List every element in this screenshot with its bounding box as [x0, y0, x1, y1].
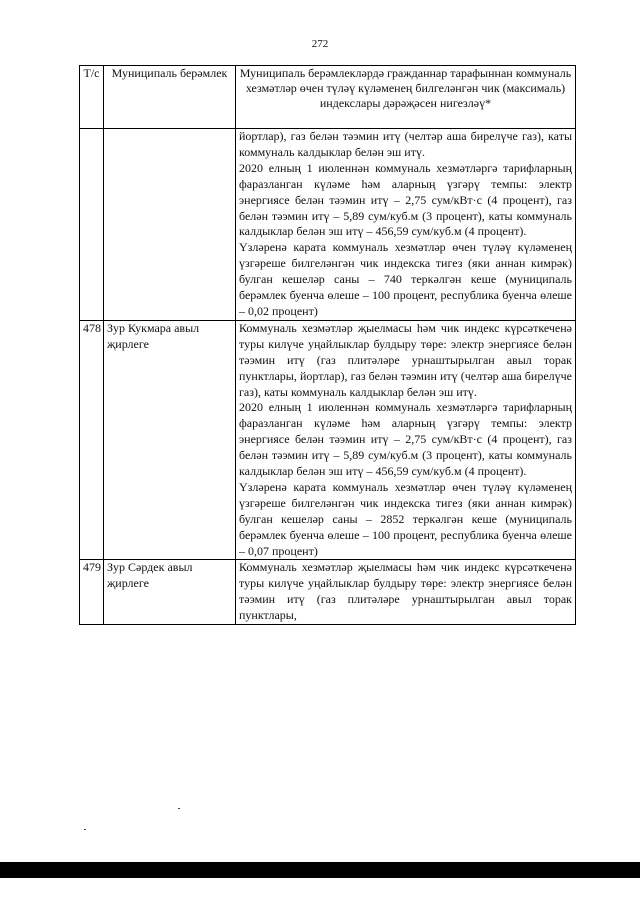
basis-paragraph: 2020 елның 1 июленнән коммуналь хезмәтләргә тарифларның фаразланган күләме һәм аларның үзгәрү темпы: электр энергиясе белән тәэмин итү – 2,75 сум/кВт·с (4 процент), газ белән тәэмин итү – 5,89 сум/куб.м (3 процент), каты коммуналь калдыклар белән эш итү – 456,59 сум/куб.м (4 процент). [239, 160, 572, 239]
scan-edge-bar [0, 862, 640, 878]
scan-speck [84, 829, 86, 830]
row-basis [236, 129, 576, 321]
scan-speck [178, 808, 180, 809]
row-number [80, 129, 104, 321]
row-municipality [104, 129, 236, 321]
basis-paragraph: Коммуналь хезмәтләр җыелмасы һәм чик индекс күрсәткеченә туры килүче уңайлыклар булдыру төре: электр энергиясе белән тәэмин итү (газ плитәләре урнаштырылган авыл торак пунктлары, йортлар), газ белән тәэмин итү (челтәр аша бирелүче газ), каты коммуналь калдыклар белән эш итү. [239, 320, 572, 399]
table-row [80, 129, 576, 321]
table-row [80, 560, 576, 625]
basis-paragraph: йортлар), газ белән тәэмин итү (челтәр аша бирелүче газ), каты коммуналь калдыклар белән эш итү. [239, 129, 572, 159]
basis-paragraph: Коммуналь хезмәтләр җыелмасы һәм чик индекс күрсәткеченә туры килүче уңайлыклар булдыру төре: электр энергиясе белән тәэмин итү (газ плитәләре урнаштырылган авыл торак пунктлары, [239, 560, 572, 623]
row-municipality: Зур Сәрдек авыл җирлеге [104, 560, 236, 625]
header-municipality: Муниципаль берәмлек [104, 66, 236, 129]
page-number: 272 [311, 38, 329, 50]
row-basis [236, 560, 576, 625]
row-municipality: Зур Кукмара авыл җирлеге [104, 320, 236, 560]
row-number: 478 [80, 320, 104, 560]
basis-paragraph: 2020 елның 1 июленнән коммуналь хезмәтләргә тарифларның фаразланган күләме һәм аларның үзгәрү темпы: электр энергиясе белән тәэмин итү – 2,75 сум/кВт·с (4 процент), газ белән тәэмин итү – 5,89 сум/куб.м (3 процент), каты коммуналь калдыклар белән эш итү – 456,59 сум/куб.м (4 процент). [239, 400, 572, 479]
municipality-tariff-table [79, 65, 576, 625]
basis-paragraph: Үзләренә карата коммуналь хезмәтләр өчен түләү күләменең үзгәреше билгеләнгән чик индекска тигез (яки аннан кимрәк) булган кешеләр саны – 740 теркәлгән кеше (муниципаль берәмлек буенча өлеше – 100 процент, республика буенча өлеше – 0,02 процент) [239, 240, 572, 318]
table-header-row [80, 66, 576, 129]
table-row [80, 320, 576, 560]
row-basis [236, 320, 576, 560]
basis-paragraph: Үзләренә карата коммуналь хезмәтләр өчен түләү күләменең үзгәреше билгеләнгән чик индекска тигез (яки аннан кимрәк) булган кешеләр саны – 2852 теркәлгән кеше (муниципаль берәмлек буенча өлеше – 100 процент, республика буенча өлеше – 0,07 процент) [239, 479, 572, 558]
header-number: Т/с [80, 66, 104, 129]
header-basis: Муниципаль берәмлекләрдә гражданнар тарафыннан коммуналь хезмәтләр өчен түләү күләменең билгеләнгән чик (максималь) индекслары дәрәҗәсен нигезләү* [236, 66, 576, 129]
row-number: 479 [80, 560, 104, 625]
